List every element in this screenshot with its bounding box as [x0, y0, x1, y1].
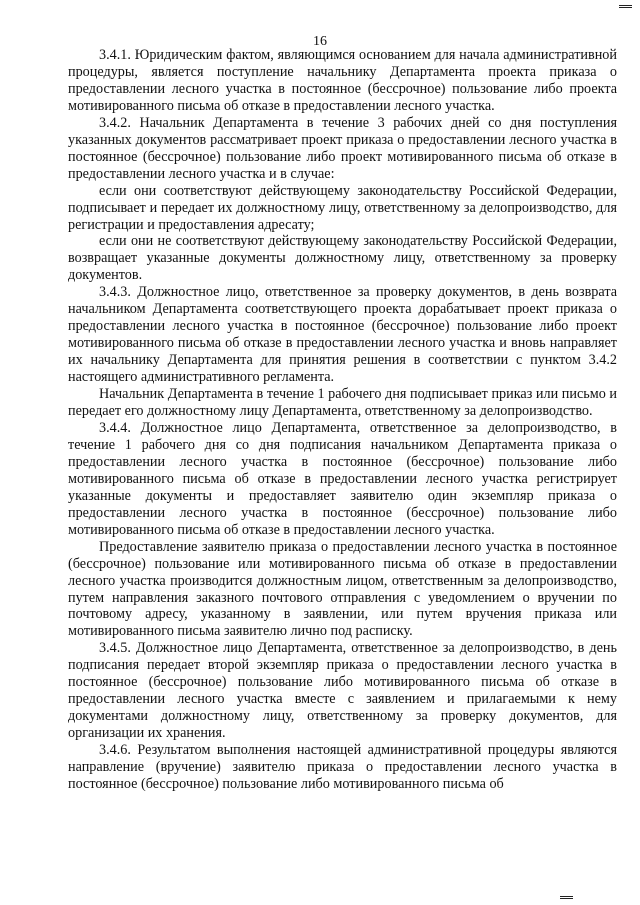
document-body [68, 47, 617, 793]
paragraph-3-4-4: 3.4.4. Должностное лицо Департамента, ответственное за делопроизводство, в течение 1 рабочего дня со дня подписания начальником Департамента приказа о предоставлении лесного участка в постоянное (бессрочное) пользование либо мотивированного письма об отказе в предоставлении лесного участка регистрирует указанные документы и предоставляет заявителю один экземпляр приказа о предоставлении лесного участка в постоянное (бессрочное) пользование либо мотивированного письма об отказе в предоставлении лесного участка. [68, 419, 617, 538]
paragraph-case-compliant: если они соответствуют действующему законодательству Российской Федерации, подписывает и передает их должностному лицу, ответственному за делопроизводство, для регистрации и предоставления адресату; [68, 182, 617, 233]
page-number: 16 [313, 34, 327, 49]
scan-corner-mark [560, 896, 573, 899]
paragraph-case-noncompliant: если они не соответствуют действующему законодательству Российской Федерации, возвращает указанные документы должностному лицу, ответственному за проверку документов. [68, 233, 617, 284]
paragraph-3-4-1: 3.4.1. Юридическим фактом, являющимся основанием для начала административной процедуры, является поступление начальнику Департамента проекта приказа о предоставлении лесного участка в постоянное (бессрочное) пользование либо проекта мотивированного письма об отказе в предоставлении лесного участка. [68, 47, 617, 114]
paragraph-3-4-6: 3.4.6. Результатом выполнения настоящей административной процедуры являются направление (вручение) заявителю приказа о предоставлении лесного участка в постоянное (бессрочное) пользование либо мотивированного письма об [68, 742, 617, 792]
paragraph-head-signs: Начальник Департамента в течение 1 рабочего дня подписывает приказ или письмо и передает его должностному лицу Департамента, ответственному за делопроизводство. [68, 386, 617, 420]
scan-corner-mark [619, 5, 632, 8]
paragraph-3-4-2: 3.4.2. Начальник Департамента в течение 3 рабочих дней со дня поступления указанных документов рассматривает проект приказа о предоставлении лесного участка в постоянное (бессрочное) пользование либо проект мотивированного письма об отказе в предоставлении лесного участка и в случае: [68, 114, 617, 182]
paragraph-3-4-3: 3.4.3. Должностное лицо, ответственное за проверку документов, в день возврата начальником Департамента соответствующего проекта дорабатывает проект приказа о предоставлении лесного участка в постоянное (бессрочное) пользование либо проект мотивированного письма об отказе в предоставлении лесного участка и вновь направляет их начальнику Департамента для принятия решения в соответствии с пунктом 3.4.2 настоящего административного регламента. [68, 284, 617, 386]
paragraph-delivery: Предоставление заявителю приказа о предоставлении лесного участка в постоянное (бессрочное) пользование или мотивированного письма об отказе в предоставлении лесного участка производится должностным лицом, ответственным за делопроизводство, путем направления заказного почтового отправления с уведомлением о вручении по почтовому адресу, указанному в заявлении, или путем вручения приказа или мотивированного письма заявителю лично под расписку. [68, 538, 617, 640]
paragraph-3-4-5: 3.4.5. Должностное лицо Департамента, ответственное за делопроизводство, в день подписания передает второй экземпляр приказа о предоставлении лесного участка в постоянное (бессрочное) пользование либо мотивированного письма об отказе в предоставлении лесного участка вместе с заявлением и прилагаемыми к нему документами должностному лицу, ответственному за проверку документов, для организации их хранения. [68, 640, 617, 742]
